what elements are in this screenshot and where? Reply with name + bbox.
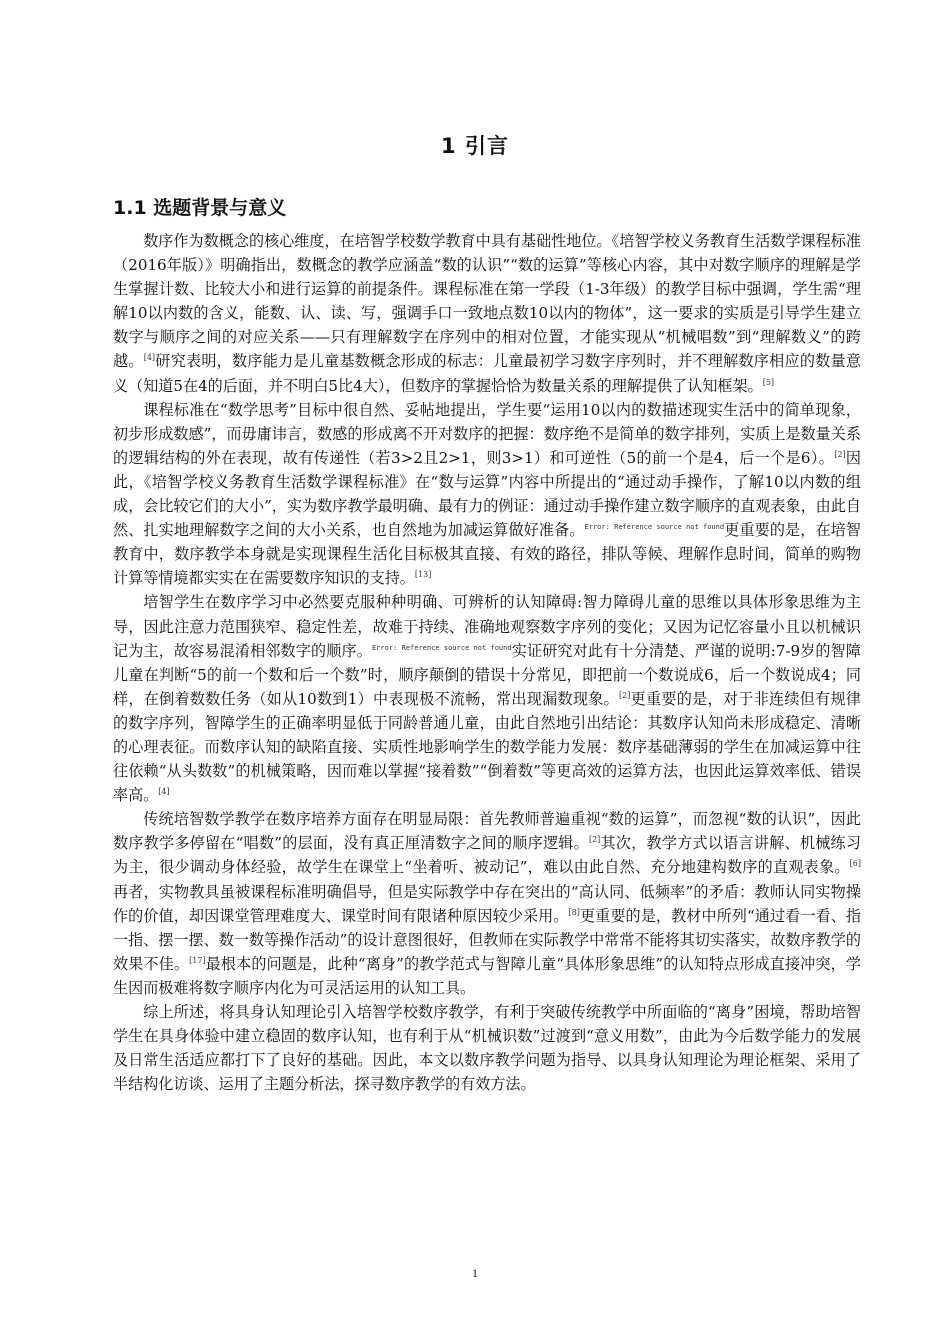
- text-run: 再者，实物教具虽被课程标准明确倡导，但是实际教学中存在突出的“高认同、低频率”的矛盾：教师认同实物操作的价值，却因课堂管理难度大、课堂时间有限诸种原因较少采用。: [113, 882, 861, 925]
- citation[interactable]: [5]: [762, 377, 775, 387]
- section-title: 1.1 选题背景与意义: [113, 197, 287, 219]
- text-run: 课程标准在“数学思考”目标中很自然、妥帖地提出，学生要“运用10以内的数描述现实生活中的简单现象，初步形成数感”，而毋庸讳言，数感的形成离不开对数序的把握：数序绝不是简单的数字排列，实质上是数量关系的逻辑结构的外在表现，故有传递性（若3>2且2>1，则3>1）和可逆性（5的前一个是4，后一个是6）。: [113, 400, 861, 467]
- citation[interactable]: [4]: [158, 787, 170, 797]
- text-run: 实证研究对此有十分清楚、严谨的说明:7-9岁的智障儿童在判断“5的前一个数和后一个数”时，顺序颠倒的错误十分常见，即把前一个数说成6，后一个数说成4；同样，在倒着数数任务（如从10数到1）中表现极不流畅，常出现漏数现象。: [113, 641, 861, 708]
- citation[interactable]: [2]: [619, 690, 631, 700]
- paragraph-5: [113, 1000, 861, 1096]
- citation[interactable]: [4]: [143, 353, 156, 363]
- citation[interactable]: [17]: [189, 955, 206, 965]
- text-run: 数序作为数概念的核心维度，在培智学校数学教育中具有基础性地位。《培智学校义务教育生活数学课程标准（2016年版）》明确指出，数概念的教学应涵盖“数的认识”“数的运算”等核心内容，其中对数字顺序的理解是学生掌握计数、比较大小和进行运算的前提条件。课程标准在第一学段（1-3年级）的教学目标中强调，学生需“理解10以内数的含义，能数、认、读、写，强调手口一致地点数10以内的物体”，这一要求的实质是引导学生建立数字与顺序之间的对应关系——只有理解数字在序列中的相对位置，才能实现从“机械唱数”到“理解数义”的跨越。: [113, 232, 861, 371]
- reference-error: Error: Reference source not found: [371, 643, 512, 652]
- text-run: 其次，教学方式以语言讲解、机械练习为主，很少调动身体经验，故学生在课堂上“坐着听、被动记”，难以由此自然、充分地建构数序的直观表象。: [113, 834, 861, 877]
- paragraph-3: [113, 590, 861, 807]
- text-run: 更重要的是，教材中所列“通过看一看、指一指、摆一摆、数一数等操作活动”的设计意图很好，但教师在实际教学中常常不能将其切实落实，故数序教学的效果不佳。: [113, 906, 861, 973]
- paragraph-2: [113, 398, 861, 591]
- text-run: 综上所述，将具身认知理论引入培智学校数序教学，有利于突破传统教学中所面临的“离身”困境，帮助培智学生在具身体验中建立稳固的数序认知，也有利于从“机械识数”过渡到“意义用数”，由此为今后数学能力的发展及日常生活适应都打下了良好的基础。因此，本文以数序教学问题为指导、以具身认知理论为理论框架、采用了半结构化访谈、运用了主题分析法，探寻数序教学的有效方法。: [113, 1003, 861, 1094]
- text-run: 培智学生在数序学习中必然要克服种种明确、可辨析的认知障碍:智力障碍儿童的思维以具体形象思维为主导，因此注意力范围狭窄、稳定性差，故难于持续、准确地观察数字序列的变化；又因为记忆容量小且以机械识记为主，故容易混淆相邻数字的顺序。: [113, 593, 861, 660]
- citation[interactable]: [6]: [849, 859, 861, 869]
- citation[interactable]: [13]: [414, 570, 432, 580]
- text-run: 研究表明，数序能力是儿童基数概念形成的标志：儿童最初学习数字序列时，并不理解数序相应的数量意义（知道5在4的后面，并不明白5比4大），但数序的掌握恰恰为数量关系的理解提供了认知框架。: [113, 352, 861, 395]
- text-run: 传统培智数学教学在数序培养方面存在明显局限：首先教师普遍重视“数的运算”，而忽视“数的认识”，因此数序教学多停留在“唱数”的层面，没有真正厘清数字之间的顺序逻辑。: [113, 810, 861, 853]
- text-run: 更重要的是，在培智教育中，数序教学本身就是实现课程生活化目标极其直接、有效的路径，排队等候、理解作息时间，简单的购物计算等情境都实实在在需要数序知识的支持。: [113, 521, 861, 588]
- page-number: 1: [472, 1266, 478, 1280]
- text-run: 最根本的问题是，此种“离身”的教学范式与智障儿童“具体形象思维”的认知特点形成直接冲突，学生因而极难将数字顺序内化为可灵活运用的认知工具。: [113, 954, 861, 997]
- paragraph-1: [113, 229, 861, 398]
- body-text: [113, 229, 861, 1096]
- text-run: 更重要的是，对于非连续但有规律的数字序列，智障学生的正确率明显低于同龄普通儿童，由此自然地引出结论：其数序认知尚未形成稳定、清晰的心理表征。而数序认知的缺陷直接、实质性地影响学生的数学能力发展：数序基础薄弱的学生在加减运算中往往依赖“从头数数”的机械策略，因而难以掌握“接着数”“倒着数”等更高效的运算方法，也因此运算效率低、错误率高。: [113, 689, 861, 805]
- paragraph-4: [113, 807, 861, 1000]
- chapter-title: 1 引言: [441, 134, 509, 158]
- reference-error: Error: Reference source not found: [584, 523, 725, 532]
- citation[interactable]: [2]: [834, 449, 846, 459]
- citation[interactable]: [8]: [568, 907, 580, 917]
- text-run: 因此，《培智学校义务教育生活数学课程标准》在“数与运算”内容中所提出的“通过动手操作，了解10以内数的组成，会比较它们的大小”，实为数序教学最明确、最有力的例证：通过动手操作建立数字顺序的直观表象，由此自然、扎实地理解数字之间的大小关系，也自然地为加减运算做好准备。: [113, 448, 861, 540]
- citation[interactable]: [2]: [588, 835, 601, 845]
